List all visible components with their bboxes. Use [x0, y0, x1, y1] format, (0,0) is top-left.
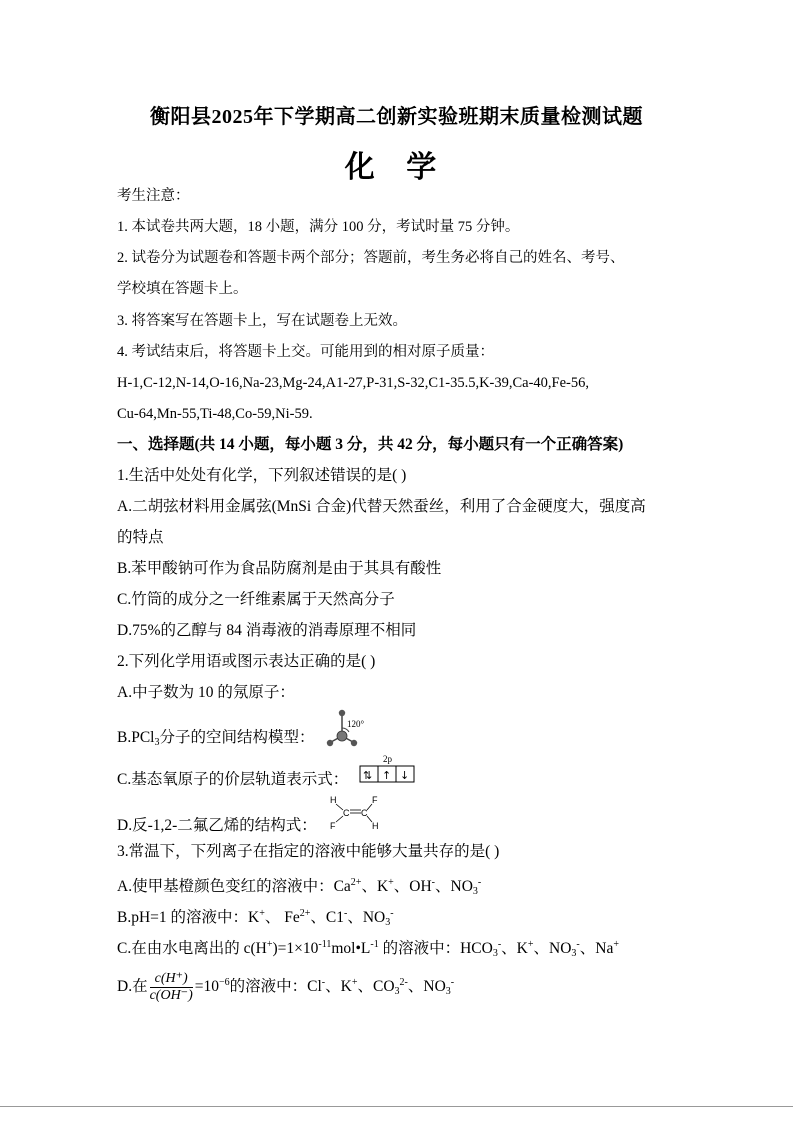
- q3-option-d-eq: =10: [194, 978, 219, 995]
- exam-title: 衡阳县2025年下学期高二创新实验班期末质量检测试题: [150, 106, 643, 128]
- hydrogen-hydroxide-ratio: $\frac{c(H^+)}{c(OH^-)}$: [149, 970, 193, 1003]
- q3-option-b: B.pH=1 的溶液中：K+、 $Fe^{2+}$、C1-、$NO_3^-$: [117, 908, 394, 928]
- notice-item-2: 2. 试卷分为试题卷和答题卡两个部分；答题前，考生务必将自己的姓名、考号、: [117, 250, 625, 266]
- q3-option-a: A.使甲基橙颜色变红的溶液中：$Ca^{2+}$、K+、OH-、$NO_3^-$: [117, 877, 482, 897]
- q3-option-c-unit: mol•L: [331, 940, 371, 957]
- notice-heading: 考生注意：: [117, 188, 190, 204]
- atomic-masses-2: Cu-64,Mn-55,Ti-48,Co-59,Ni-59.: [117, 406, 313, 422]
- q3-option-d-suffix: 的溶液中：: [229, 978, 308, 995]
- oxygen-orbital-diagram: [358, 752, 418, 786]
- orbital-box-3: ↓: [400, 769, 410, 782]
- q3-option-c: C.在由水电离出的 $c(H^+)=1\times 10^{-11}mol•L^{-1}$ 的溶液中：$HCO_3^-$、K+、$NO_3^-$、Na+: [117, 939, 619, 959]
- q3-option-d: D.在 $\frac{c(H^+)}{c(OH^-)}$ $=10^{-6}$的溶液中：Cl-、K+、$CO_3^{2-}$、$NO_3^-$: [117, 970, 455, 1003]
- atom-f-2: F: [330, 821, 336, 831]
- atom-c-1: C: [343, 808, 350, 818]
- orbital-box-1: ⇅: [363, 769, 373, 782]
- q2-option-b-subscript: 3: [154, 737, 160, 748]
- section-1-heading: 一、选择题(共 14 小题，每小题 3 分，共 42 分，每小题只有一个正确答案): [117, 436, 624, 453]
- subject-title: 化 学: [344, 151, 449, 184]
- q3-option-d-prefix: D.在: [117, 978, 148, 995]
- pcl3-model-diagram: [322, 708, 374, 750]
- q1-option-b: B.苯甲酸钠可作为食品防腐剂是由于其具有酸性: [117, 560, 442, 577]
- notice-item-2-cont: 学校填在答题卡上。: [117, 281, 248, 297]
- q3-option-c-prefix: C.在由水电离出的 c(H: [117, 940, 267, 957]
- q1-option-a: A.二胡弦材料用金属弦(MnSi 合金)代替天然蚕丝，利用了合金硬度大，强度高: [117, 498, 646, 515]
- q1-option-a-cont: 的特点: [117, 529, 164, 546]
- q2-stem: 2.下列化学用语或图示表达正确的是( ): [117, 653, 376, 670]
- q3-option-d-exp: −6: [218, 977, 230, 988]
- q1-stem: 1.生活中处处有化学，下列叙述错误的是( ): [117, 467, 407, 484]
- q3-option-c-value: )=1×10: [272, 940, 319, 957]
- q2-option-b: [117, 728, 315, 753]
- atom-h-2: H: [372, 821, 379, 831]
- page-bottom-rule: [0, 1106, 793, 1107]
- notice-item-1: 1. 本试卷共两大题，18 小题，满分 100 分，考试时量 75 分钟。: [117, 219, 520, 235]
- orbital-label: 2p: [383, 754, 392, 764]
- notice-item-3: 3. 将答案写在答题卡上，写在试题卷上无效。: [117, 313, 407, 329]
- bond-angle-label: 120°: [347, 719, 365, 729]
- q2-option-b-prefix: B.PCl: [117, 729, 155, 746]
- atom-f-1: F: [372, 795, 378, 805]
- q3-option-a-prefix: A.使甲基橙颜色变红的溶液中：: [117, 878, 334, 895]
- q2-option-c: C.基态氧原子的价层轨道表示式：: [117, 771, 349, 788]
- q2-option-b-text: 分子的空间结构模型：: [159, 729, 315, 746]
- q3-option-b-prefix: B.pH=1 的溶液中：: [117, 909, 249, 926]
- q3-stem: 3.常温下，下列离子在指定的溶液中能够大量共存的是( ): [117, 843, 500, 860]
- notice-item-4: 4. 考试结束后，将答题卡上交。可能用到的相对原子质量：: [117, 344, 494, 360]
- q3-option-c-unit-exp: -1: [370, 939, 379, 950]
- q3-option-c-exp: -11: [318, 939, 332, 950]
- difluoroethene-structure: [328, 794, 384, 832]
- orbital-box-2: ↑: [382, 769, 392, 782]
- atomic-masses-1: H-1,C-12,N-14,O-16,Na-23,Mg-24,A1-27,P-31,S-32,C1-35.5,K-39,Ca-40,Fe-56,: [117, 375, 590, 391]
- q2-option-d: D.反-1,2-二氟乙烯的结构式：: [117, 817, 317, 834]
- q1-option-c: C.竹筒的成分之一纤维素属于天然高分子: [117, 591, 395, 608]
- q2-option-a: A.中子数为 10 的氖原子：: [117, 684, 295, 701]
- q3-option-c-suffix: 的溶液中：: [378, 940, 461, 957]
- atom-h-1: H: [330, 795, 337, 805]
- atom-c-2: C: [361, 808, 368, 818]
- q1-option-d: D.75%的乙醇与 84 消毒液的消毒原理不相同: [117, 622, 417, 639]
